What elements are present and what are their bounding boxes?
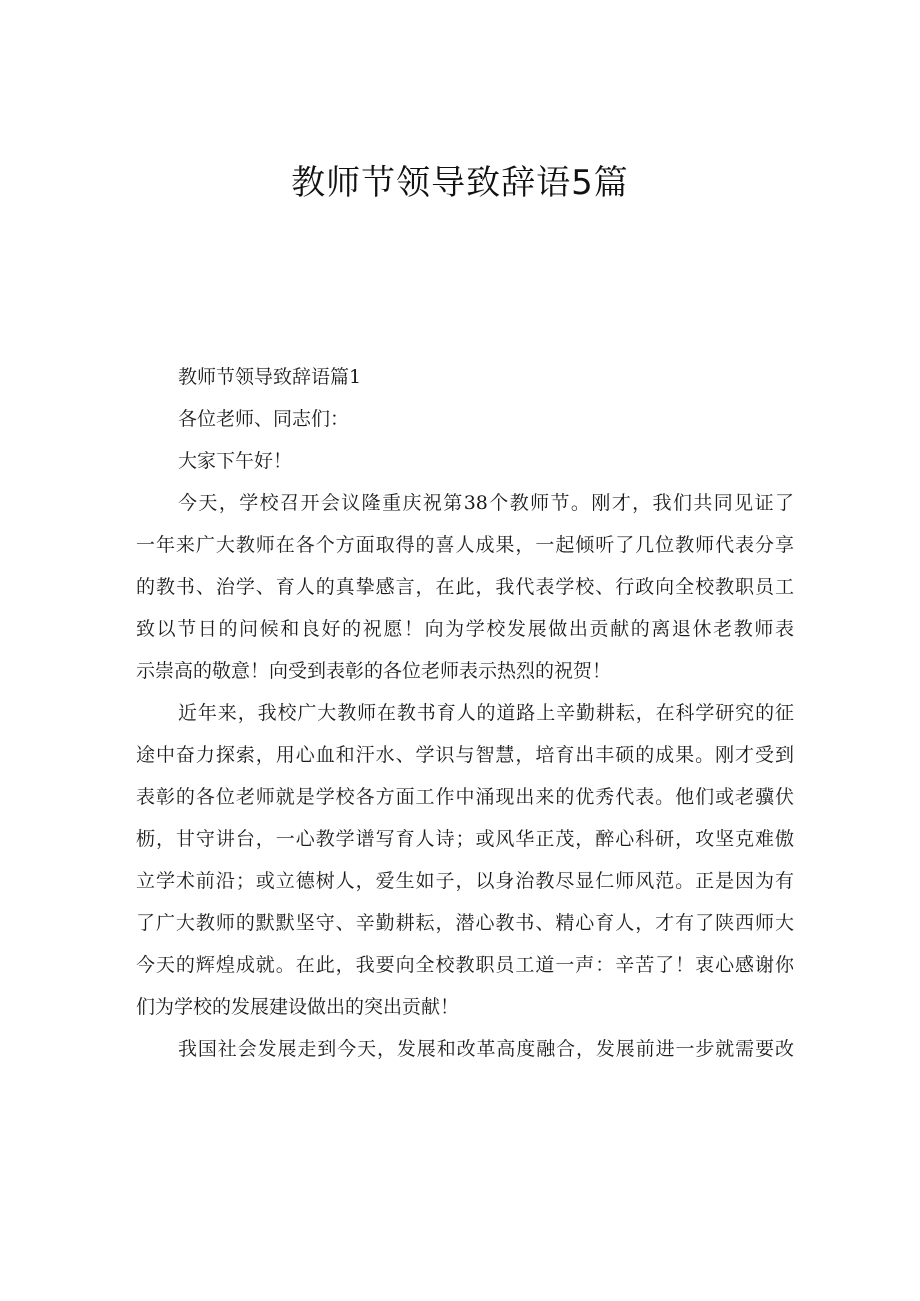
paragraph-line: 示崇高的敬意！向受到表彰的各位老师表示热烈的祝贺！ bbox=[136, 660, 612, 682]
paragraph-line: 们为学校的发展建设做出的突出贡献！ bbox=[136, 996, 460, 1018]
paragraph-2 bbox=[136, 692, 794, 1028]
paragraph-line: 近年来，我校广大教师在教书育人的道路上辛勤耕耘，在科学研究的征 bbox=[178, 702, 794, 724]
paragraph-line: 今天的辉煌成就。在此，我要向全校教职员工道一声：辛苦了！衷心感谢你 bbox=[136, 954, 794, 976]
document-title: 教师节领导致辞语5篇 bbox=[291, 163, 629, 203]
paragraph-line: 今天，学校召开会议隆重庆祝第38个教师节。刚才，我们共同见证了 bbox=[178, 492, 794, 514]
paragraph-1 bbox=[136, 482, 794, 692]
paragraph-line: 枥，甘守讲台，一心教学谱写育人诗；或风华正茂，醉心科研，攻坚克难傲 bbox=[136, 828, 794, 850]
paragraph-line: 立学术前沿；或立德树人，爱生如子，以身治教尽显仁师风范。正是因为有 bbox=[136, 870, 794, 892]
paragraph-line: 了广大教师的默默坚守、辛勤耕耘，潜心教书、精心育人，才有了陕西师大 bbox=[136, 912, 794, 934]
paragraph-line: 的教书、治学、育人的真挚感言，在此，我代表学校、行政向全校教职员工 bbox=[136, 576, 794, 598]
paragraph-line: 表彰的各位老师就是学校各方面工作中涌现出来的优秀代表。他们或老骥伏 bbox=[136, 786, 794, 808]
salutation: 各位老师、同志们： bbox=[178, 408, 350, 430]
paragraph-line: 我国社会发展走到今天，发展和改革高度融合，发展前进一步就需要改 bbox=[178, 1038, 794, 1060]
paragraph-line: 一年来广大教师在各个方面取得的喜人成果，一起倾听了几位教师代表分享 bbox=[136, 534, 794, 556]
document-body bbox=[136, 356, 794, 1070]
paragraph-line: 致以节日的问候和良好的祝愿！向为学校发展做出贡献的离退休老教师表 bbox=[136, 618, 794, 640]
paragraph-3 bbox=[136, 1028, 794, 1070]
greeting: 大家下午好！ bbox=[178, 450, 293, 472]
paragraph-line: 途中奋力探索，用心血和汗水、学识与智慧，培育出丰硕的成果。刚才受到 bbox=[136, 744, 794, 766]
section-heading: 教师节领导致辞语篇1 bbox=[178, 366, 362, 388]
